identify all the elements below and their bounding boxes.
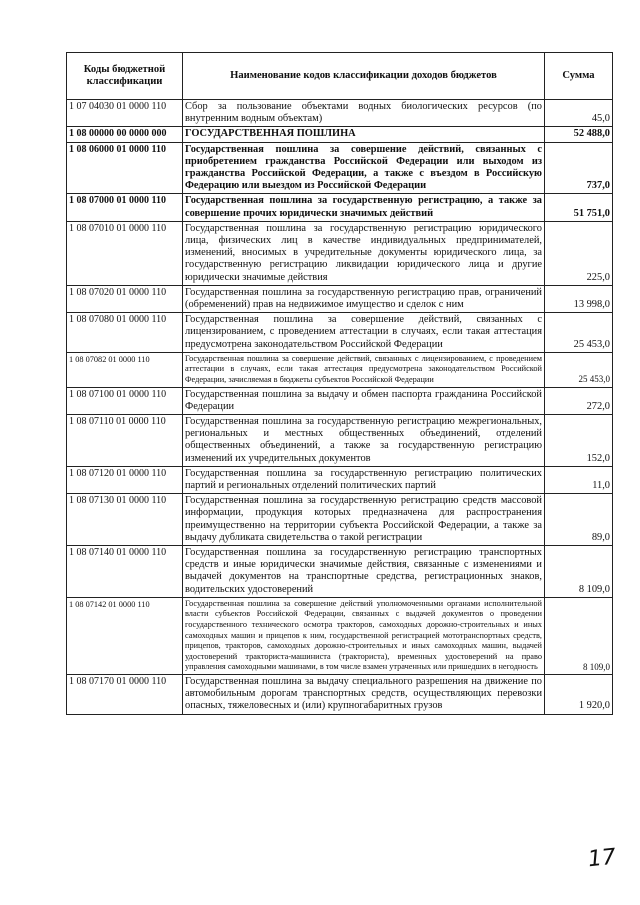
budget-revenue-table <box>66 52 613 715</box>
row-name: Сбор за пользование объектами водных биологических ресурсов (по внутренним водным объектам) <box>183 100 545 127</box>
row-name: Государственная пошлина за совершение действий, связанных с лицензированием, с проведением аттестации в случаях, если такая аттестация предусмотрена законодательством Российской Федерации, зачисляемая в бюджеты субъектов Российской Федерации <box>183 352 545 387</box>
table-row <box>67 142 613 194</box>
row-sum: 45,0 <box>545 100 613 127</box>
table-row <box>67 387 613 414</box>
row-name: Государственная пошлина за выдачу специального разрешения на движение по автомобильным дорогам транспортных средств, осуществляющих перевозки опасных, тяжеловесных и (или) крупногабаритных грузов <box>183 675 545 715</box>
row-code: 1 08 00000 00 0000 000 <box>67 127 183 142</box>
table-row <box>67 675 613 715</box>
row-sum: 737,0 <box>545 142 613 194</box>
row-sum: 1 920,0 <box>545 675 613 715</box>
table-row <box>67 100 613 127</box>
table-row <box>67 597 613 674</box>
row-code: 1 07 04030 01 0000 110 <box>67 100 183 127</box>
table-row <box>67 194 613 221</box>
row-sum: 52 488,0 <box>545 127 613 142</box>
row-name: Государственная пошлина за выдачу и обмен паспорта гражданина Российской Федерации <box>183 387 545 414</box>
table-header-row <box>67 53 613 100</box>
table-row <box>67 221 613 285</box>
row-code: 1 08 07110 01 0000 110 <box>67 415 183 467</box>
row-code: 1 08 07000 01 0000 110 <box>67 194 183 221</box>
row-sum: 272,0 <box>545 387 613 414</box>
row-code: 1 08 07130 01 0000 110 <box>67 494 183 546</box>
row-sum: 51 751,0 <box>545 194 613 221</box>
row-code: 1 08 07020 01 0000 110 <box>67 285 183 312</box>
header-name: Наименование кодов классификации доходов бюджетов <box>183 53 545 100</box>
table-row <box>67 352 613 387</box>
handwritten-page-number: 17 <box>586 844 618 873</box>
row-name: Государственная пошлина за государственную регистрацию транспортных средств и иные юридически значимые действия, связанные с изменениями и выдачей документов на транспортные средства, регистрационных знаков, водительских удостоверений <box>183 546 545 598</box>
row-sum: 8 109,0 <box>545 597 613 674</box>
row-code: 1 08 07100 01 0000 110 <box>67 387 183 414</box>
row-sum: 11,0 <box>545 466 613 493</box>
row-name: Государственная пошлина за совершение действий уполномоченными органами исполнительной власти субъектов Российской Федерации, связанных с выдачей документов о проведении государственного технического осмотра тракторов, самоходных дорожно-строительных и иных самоходных машин и прицепов к ним, государственной регистрацией мототранспортных средств, прицепов, тракторов, самоходных дорожно-строительных и иных самоходных машин, выдачей удостоверений тракториста-машиниста (тракториста), временных удостоверений на право управления самоходными машинами, в том числе взамен утраченных или пришедших в негодность <box>183 597 545 674</box>
row-code: 1 08 07120 01 0000 110 <box>67 466 183 493</box>
row-name: Государственная пошлина за государственную регистрацию юридического лица, физических лиц в качестве индивидуальных предпринимателей, изменений, вносимых в учредительные документы юридического лица, за государственную регистрацию ликвидации юридического лица и другие юридически значимые действия <box>183 221 545 285</box>
budget-revenue-table-page <box>66 52 612 715</box>
row-sum: 25 453,0 <box>545 313 613 353</box>
row-code: 1 08 07140 01 0000 110 <box>67 546 183 598</box>
table-row <box>67 285 613 312</box>
row-name: Государственная пошлина за государственную регистрацию, а также за совершение прочих юридически значимых действий <box>183 194 545 221</box>
row-sum: 13 998,0 <box>545 285 613 312</box>
row-sum: 25 453,0 <box>545 352 613 387</box>
row-name: Государственная пошлина за государственную регистрацию средств массовой информации, продукция которых предназначена для распространения преимущественно на территории субъекта Российской Федерации, а также за выдачу дубликата свидетельства о такой регистрации <box>183 494 545 546</box>
row-name: Государственная пошлина за совершение действий, связанных с лицензированием, с проведением аттестации в случаях, если такая аттестация предусмотрена законодательством Российской Федерации <box>183 313 545 353</box>
row-code: 1 08 07170 01 0000 110 <box>67 675 183 715</box>
row-sum: 225,0 <box>545 221 613 285</box>
header-code: Коды бюджетной классификации <box>67 53 183 100</box>
row-code: 1 08 07010 01 0000 110 <box>67 221 183 285</box>
row-name: ГОСУДАРСТВЕННАЯ ПОШЛИНА <box>183 127 545 142</box>
row-name: Государственная пошлина за государственную регистрацию межрегиональных, региональных и местных общественных объединений, отделений общественных объединений, а также за государственную регистрацию изменений их учредительных документов <box>183 415 545 467</box>
table-row <box>67 546 613 598</box>
table-row <box>67 494 613 546</box>
row-sum: 89,0 <box>545 494 613 546</box>
row-code: 1 08 07080 01 0000 110 <box>67 313 183 353</box>
table-row <box>67 466 613 493</box>
row-name: Государственная пошлина за совершение действий, связанных с приобретением гражданства Российской Федерации или выходом из гражданства Российской Федерации, а также с въездом в Российскую Федерацию или выездом из Российской Федерации <box>183 142 545 194</box>
table-row <box>67 313 613 353</box>
row-sum: 8 109,0 <box>545 546 613 598</box>
row-code: 1 08 07142 01 0000 110 <box>67 597 183 674</box>
row-sum: 152,0 <box>545 415 613 467</box>
table-row <box>67 415 613 467</box>
table-row <box>67 127 613 142</box>
row-name: Государственная пошлина за государственную регистрацию прав, ограничений (обременений) прав на недвижимое имущество и сделок с ним <box>183 285 545 312</box>
row-code: 1 08 06000 01 0000 110 <box>67 142 183 194</box>
row-name: Государственная пошлина за государственную регистрацию политических партий и региональных отделений политических партий <box>183 466 545 493</box>
row-code: 1 08 07082 01 0000 110 <box>67 352 183 387</box>
header-sum: Сумма <box>545 53 613 100</box>
